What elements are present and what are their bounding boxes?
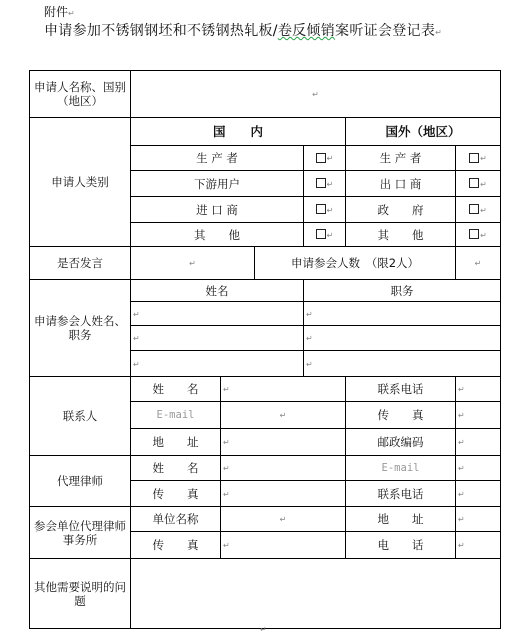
attendee-count-label: 申请参会人数 （限2人） (255, 247, 456, 280)
paragraph-mark: ↵ (68, 9, 75, 18)
attendee-3-name[interactable]: ↵ (131, 351, 304, 377)
registration-form-table (29, 70, 501, 629)
firm-label: 参会单位代理律师事务所 (30, 507, 131, 559)
speak-field[interactable]: ↵ (131, 247, 255, 280)
foreign-exporter-label: 出 口 商 (346, 171, 456, 197)
attendee-title-header: 职务 (304, 280, 501, 302)
applicant-type-label: 申请人类别 (30, 118, 131, 247)
lawyer-label: 代理律师 (30, 456, 131, 507)
domestic-importer-label: 进 口 商 (131, 197, 304, 223)
applicant-name-label: 申请人名称、国别（地区） (30, 71, 131, 118)
checkbox-icon (316, 153, 326, 163)
contact-phone-label: 联系电话 (346, 377, 456, 402)
checkbox-icon (469, 229, 479, 239)
checkbox-icon (469, 178, 479, 188)
domestic-header: 国 内 (131, 118, 346, 146)
attendee-2-title[interactable]: ↵ (304, 326, 501, 351)
applicant-name-field[interactable]: ↵ (131, 71, 501, 118)
checkbox-icon (469, 204, 479, 214)
firm-fax-field[interactable]: ↵ (221, 532, 346, 559)
attendees-label: 申请参会人姓名、职务 (30, 280, 131, 377)
contact-name-label: 姓 名 (131, 377, 221, 402)
foreign-header: 国外（地区） (346, 118, 501, 146)
attendee-2-name[interactable]: ↵ (131, 326, 304, 351)
lawyer-phone-field[interactable]: ↵ (456, 481, 501, 507)
contact-email-field[interactable]: ↵ (221, 402, 346, 429)
lawyer-name-label: 姓 名 (131, 456, 221, 481)
foreign-government-checkbox[interactable]: ↵ (456, 197, 501, 223)
firm-address-label: 地 址 (346, 507, 456, 532)
lawyer-email-label: E-mail (346, 456, 456, 481)
document-title (44, 20, 442, 40)
annex-text: 附件 (44, 5, 69, 19)
firm-unit-name-field[interactable]: ↵ (221, 507, 346, 532)
footer-mark: ↵ (260, 625, 267, 634)
other-label: 其他需要说明的问题 (30, 559, 131, 629)
domestic-downstream-label: 下游用户 (131, 171, 304, 197)
foreign-other-checkbox[interactable]: ↵ (456, 223, 501, 247)
contact-name-field[interactable]: ↵ (221, 377, 346, 402)
annex-label (44, 3, 75, 20)
lawyer-name-field[interactable]: ↵ (221, 456, 346, 481)
contact-postcode-label: 邮政编码 (346, 429, 456, 456)
firm-phone-field[interactable]: ↵ (456, 532, 501, 559)
domestic-producer-checkbox[interactable]: ↵ (304, 146, 346, 171)
contact-address-label: 地 址 (131, 429, 221, 456)
title-part-2: 卷反倾销 (277, 23, 336, 39)
checkbox-icon (316, 229, 326, 239)
domestic-importer-checkbox[interactable]: ↵ (304, 197, 346, 223)
contact-label: 联系人 (30, 377, 131, 456)
checkbox-icon (469, 153, 479, 163)
lawyer-fax-label: 传 真 (131, 481, 221, 507)
title-part-3: 案听证会登记表 (335, 23, 436, 39)
speak-label: 是否发言 (30, 247, 131, 280)
lawyer-phone-label: 联系电话 (346, 481, 456, 507)
title-part-1: 申请参加不锈钢钢坯和不锈钢热轧板/ (44, 23, 278, 39)
firm-unit-name-label: 单位名称 (131, 507, 221, 532)
foreign-producer-label: 生 产 者 (346, 146, 456, 171)
paragraph-mark: ↵ (435, 28, 443, 37)
lawyer-email-field[interactable]: ↵ (456, 456, 501, 481)
contact-fax-field[interactable]: ↵ (456, 402, 501, 429)
firm-phone-label: 电 话 (346, 532, 456, 559)
firm-address-field[interactable]: ↵ (456, 507, 501, 532)
foreign-exporter-checkbox[interactable]: ↵ (456, 171, 501, 197)
foreign-producer-checkbox[interactable]: ↵ (456, 146, 501, 171)
contact-postcode-field[interactable]: ↵ (456, 429, 501, 456)
attendee-1-title[interactable]: ↵ (304, 302, 501, 326)
attendee-3-title[interactable]: ↵ (304, 351, 501, 377)
foreign-other-label: 其 他 (346, 223, 456, 247)
contact-address-field[interactable]: ↵ (221, 429, 346, 456)
other-field[interactable] (131, 559, 501, 629)
contact-fax-label: 传 真 (346, 402, 456, 429)
contact-email-label: E-mail (131, 402, 221, 429)
domestic-producer-label: 生 产 者 (131, 146, 304, 171)
contact-phone-field[interactable]: ↵ (456, 377, 501, 402)
checkbox-icon (316, 204, 326, 214)
domestic-other-label: 其 他 (131, 223, 304, 247)
domestic-other-checkbox[interactable]: ↵ (304, 223, 346, 247)
attendee-count-field[interactable]: ↵ (456, 247, 501, 280)
domestic-downstream-checkbox[interactable]: ↵ (304, 171, 346, 197)
attendee-name-header: 姓名 (131, 280, 304, 302)
foreign-government-label: 政 府 (346, 197, 456, 223)
firm-fax-label: 传 真 (131, 532, 221, 559)
checkbox-icon (316, 178, 326, 188)
attendee-1-name[interactable]: ↵ (131, 302, 304, 326)
lawyer-fax-field[interactable]: ↵ (221, 481, 346, 507)
